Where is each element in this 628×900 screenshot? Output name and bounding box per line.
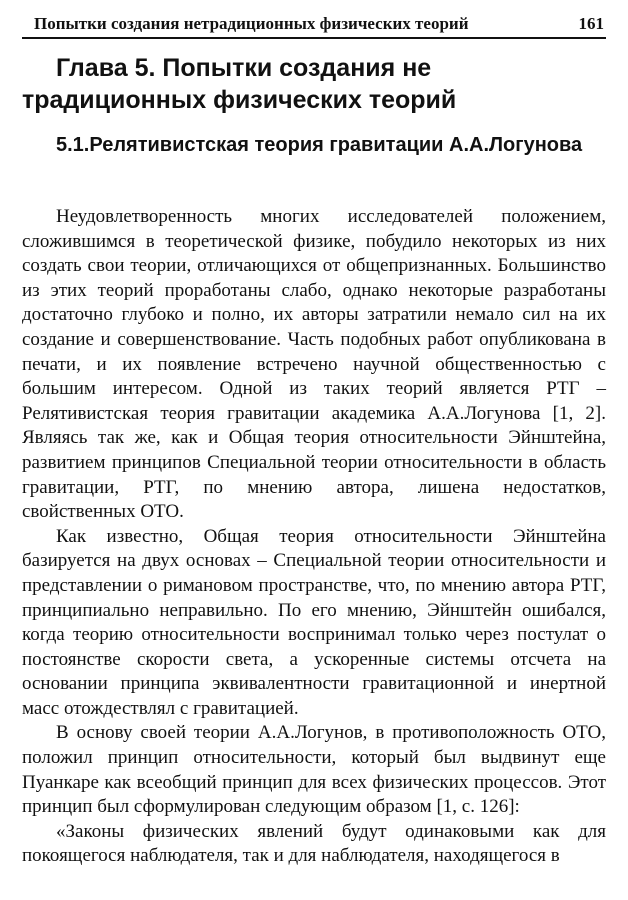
chapter-title: Глава 5. Попытки создания не традиционных физических теорий xyxy=(22,54,457,114)
paragraph-2: Как известно, Общая теория относительности Эйнштейна базируется на двух основах – Специальной теории относительности и представлении о римановом пространстве, что, по мнению автора РТГ, принципиально неправильно. По его мнению, Эйнштейн ошибался, когда теорию относительности воспринимал только через постулат о постоянстве скорости света, а ускоренные системы отсчета на основании принципа эквивалентности гравитационной и инертной масс отождествлял с гравитацией. xyxy=(22,525,606,719)
section-title: 5.1.Релятивистская теория гравитации А.А.Логунова xyxy=(56,134,583,156)
running-title: Попытки создания нетрадиционных физических теорий xyxy=(34,14,469,33)
page-number: 161 xyxy=(578,14,604,33)
paragraph-3: В основу своей теории А.А.Логунов, в противоположность ОТО, положил принцип относительности, который был выдвинут еще Пуанкаре как всеобщий принцип для всех физических процессов. Этот принцип был сформулирован следующим образом [1, с. 126]: xyxy=(22,722,606,818)
paragraph-4-quote: «Законы физических явлений будут одинаковыми как для покоящегося наблюдателя, так и для наблюдателя, находящегося в xyxy=(22,820,606,867)
body-text xyxy=(22,205,606,869)
running-header xyxy=(22,12,606,39)
paragraph-1: Неудовлетворенность многих исследователей положением, сложившимся в теоретической физике, побудило некоторых из них создать свои теории, отличающихся от общепризнанных. Большинство из этих теорий проработаны слабо, однако некоторые разработаны достаточно глубоко и полно, их авторы затратили немало сил на их создание и совершенствование. Часть подобных работ опубликована в печати, и их появление встречено научной общественностью с большим интересом. Одной из таких теорий является РТГ – Релятивистская теория гравитации академика А.А.Логунова [1, 2]. Являясь так же, как и Общая теория относительности Эйнштейна, развитием принципов Специальной теории относительности в область гравитации, РТГ, по мнению автора, лишена недостатков, свойственных ОТО. xyxy=(22,206,606,523)
